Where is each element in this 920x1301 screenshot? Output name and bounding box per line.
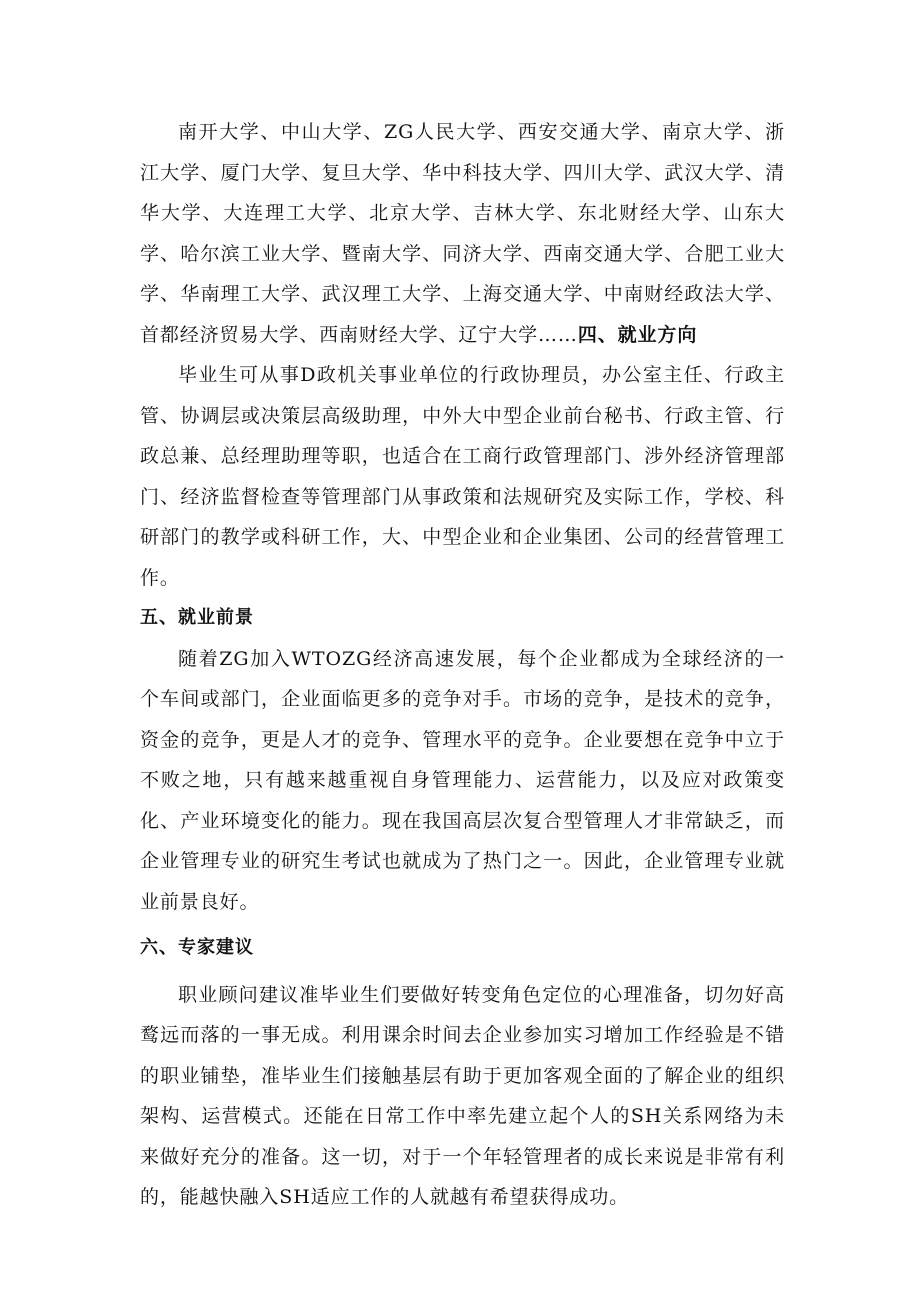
universities-text: 南开大学、中山大学、ZG人民大学、西安交通大学、南京大学、浙江大学、厦门大学、复旦大学、华中科技大学、四川大学、武汉大学、清华大学、大连理工大学、北京大学、吉林大学、东北财经大学、山东大学、哈尔滨工业大学、暨南大学、同济大学、西南交通大学、合肥工业大学、华南理工大学、武汉理工大学、上海交通大学、中南财经政法大学、首都经济贸易大学、西南财经大学、辽宁大学……: [140, 121, 785, 346]
heading-employment-direction: 四、就业方向: [577, 323, 698, 346]
paragraph-employment-prospect: 随着ZG加入WTOZG经济高速发展，每个企业都成为全球经济的一个车间或部门，企业面临更多的竞争对手。市场的竞争，是技术的竞争，资金的竞争，更是人才的竞争、管理水平的竞争。企业要想在竞争中立于不败之地，只有越来越重视自身管理能力、运营能力，以及应对政策变化、产业环境变化的能力。现在我国高层次复合型管理人才非常缺乏，而企业管理专业的研究生考试也就成为了热门之一。因此，企业管理专业就业前景良好。: [140, 647, 785, 913]
paragraph-universities: [140, 112, 785, 355]
heading-expert-advice: 六、专家建议: [140, 937, 254, 958]
document-page: [140, 112, 785, 1218]
paragraph-employment-direction: 毕业生可从事D政机关事业单位的行政协理员，办公室主任、行政主管、协调层或决策层高级助理，中外大中型企业前台秘书、行政主管、行政总兼、总经理助理等职，也适合在工商行政管理部门、涉外经济管理部门、经济监督检查等管理部门从事政策和法规研究及实际工作，学校、科研部门的教学或科研工作，大、中型企业和企业集团、公司的经营管理工作。: [140, 364, 785, 589]
paragraph-expert-advice: 职业顾问建议准毕业生们要做好转变角色定位的心理准备，切勿好高鹜远而落的一事无成。利用课余时间去企业参加实习增加工作经验是不错的职业铺垫，准毕业生们接触基层有助于更加客观全面的了解企业的组织架构、运营模式。还能在日常工作中率先建立起个人的SH关系网络为未来做好充分的准备。这一切，对于一个年轻管理者的成长来说是非常有利的，能越快融入SH适应工作的人就越有希望获得成功。: [140, 983, 785, 1208]
heading-employment-prospect: 五、就业前景: [140, 607, 254, 628]
